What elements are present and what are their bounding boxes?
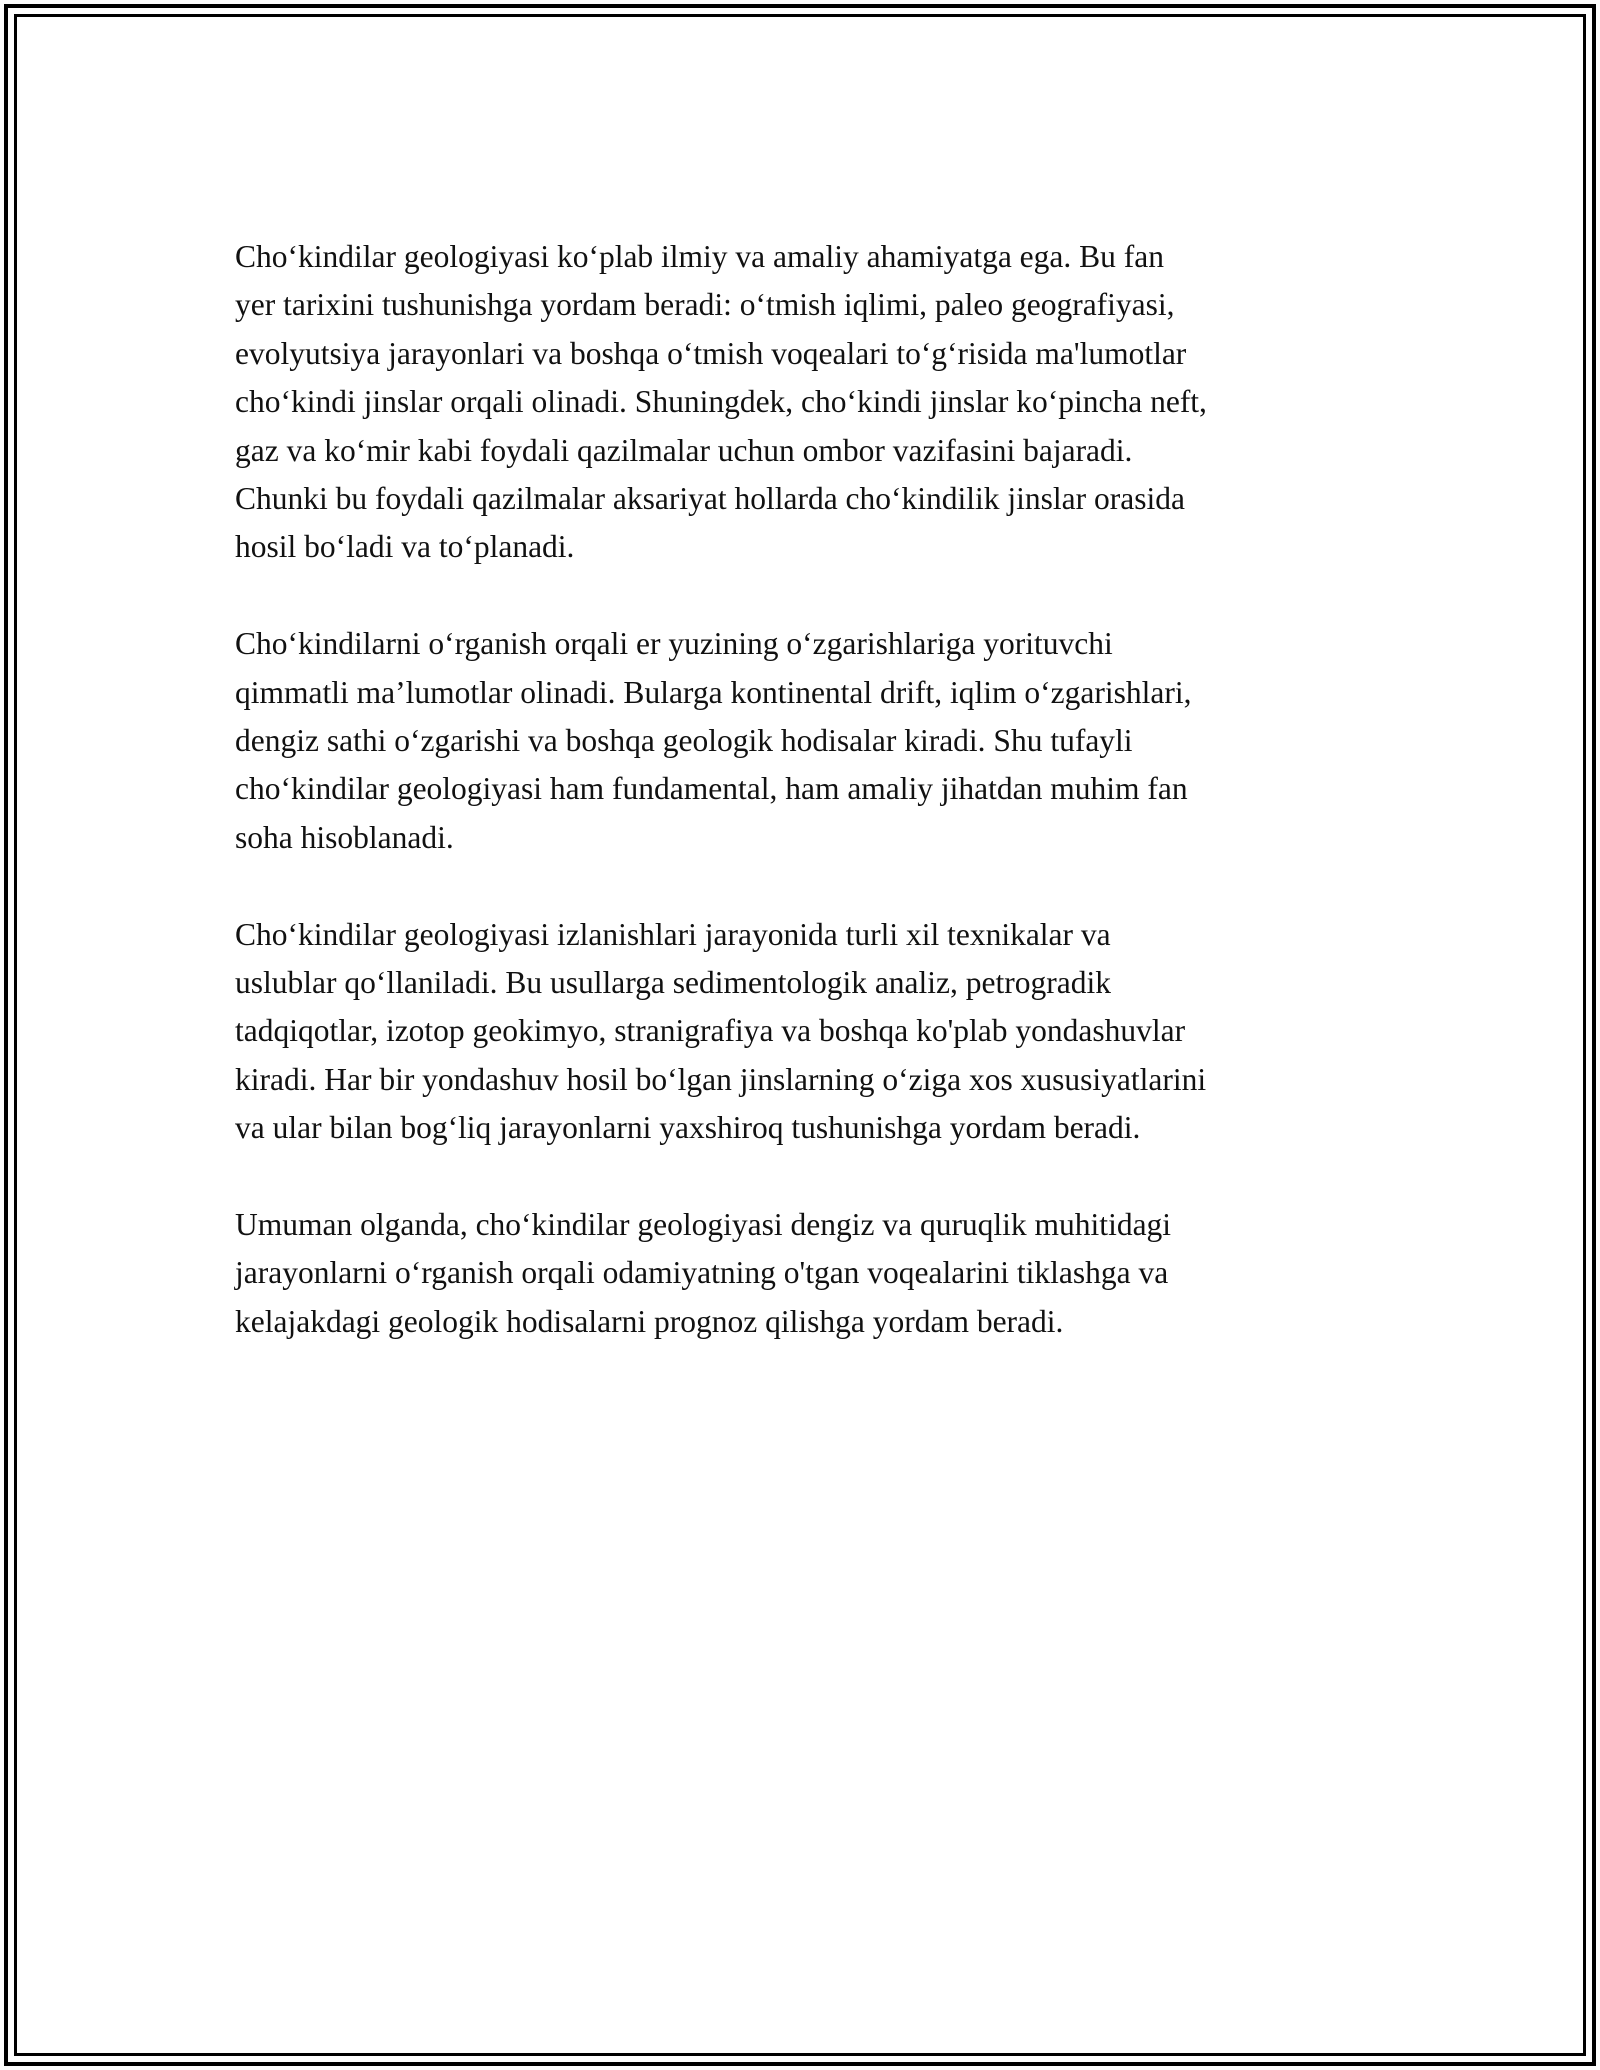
paragraph-line: soha hisoblanadi.: [235, 819, 454, 855]
paragraph-line: tadqiqotlar, izotop geokimyo, stranigrafiya va boshqa ko'plab yondashuvlar: [235, 1013, 1186, 1049]
paragraph-line: yer tarixini tushunishga yordam beradi: o‘tmish iqlimi, paleo geografiyasi,: [235, 287, 1175, 323]
paragraph-line: Chunki bu foydali qazilmalar aksariyat hollarda cho‘kindilik jinslar orasida: [235, 481, 1185, 517]
paragraph-line: Cho‘kindilar geologiyasi izlanishlari jarayonida turli xil texnikalar va: [235, 916, 1111, 952]
paragraph-line: cho‘kindilar geologiyasi ham fundamental, ham amaliy jihatdan muhim fan: [235, 771, 1188, 807]
paragraph-line: Cho‘kindilar geologiyasi ko‘plab ilmiy va amaliy ahamiyatga ega. Bu fan: [235, 239, 1165, 274]
paragraph-line: uslublar qo‘llaniladi. Bu usullarga sedimentologik analiz, petrogradik: [235, 965, 1111, 1001]
paragraph-line: Umuman olganda, cho‘kindilar geologiyasi dengiz va quruqlik muhitidagi: [235, 1207, 1172, 1243]
paragraph-line: hosil bo‘ladi va to‘planadi.: [235, 529, 575, 565]
paragraph-1: [235, 233, 1395, 572]
paragraph-line: qimmatli ma’lumotlar olinadi. Bularga kontinental drift, iqlim o‘zgarishlari,: [235, 674, 1192, 710]
paragraph-line: kiradi. Har bir yondashuv hosil bo‘lgan jinslarning o‘ziga xos xususiyatlarini: [235, 1061, 1207, 1097]
document-body: [235, 233, 1395, 1395]
paragraph-2: [235, 620, 1395, 862]
paragraph-line: va ular bilan bog‘liq jarayonlarni yaxshiroq tushunishga yordam beradi.: [235, 1110, 1141, 1146]
paragraph-line: dengiz sathi o‘zgarishi va boshqa geologik hodisalar kiradi. Shu tufayli: [235, 723, 1133, 759]
paragraph-line: evolyutsiya jarayonlari va boshqa o‘tmish voqealari to‘g‘risida ma'lumotlar: [235, 335, 1187, 371]
paragraph-line: cho‘kindi jinslar orqali olinadi. Shuningdek, cho‘kindi jinslar ko‘pincha neft,: [235, 384, 1207, 420]
paragraph-3: [235, 911, 1395, 1153]
paragraph-line: Cho‘kindilarni o‘rganish orqali er yuzining o‘zgarishlariga yorituvchi: [235, 626, 1113, 662]
paragraph-line: gaz va ko‘mir kabi foydali qazilmalar uchun ombor vazifasini bajaradi.: [235, 432, 1133, 468]
paragraph-line: jarayonlarni o‘rganish orqali odamiyatning o'tgan voqealarini tiklashga va: [235, 1255, 1169, 1291]
paragraph-line: kelajakdagi geologik hodisalarni prognoz qilishga yordam beradi.: [235, 1303, 1064, 1339]
paragraph-4: [235, 1201, 1395, 1346]
